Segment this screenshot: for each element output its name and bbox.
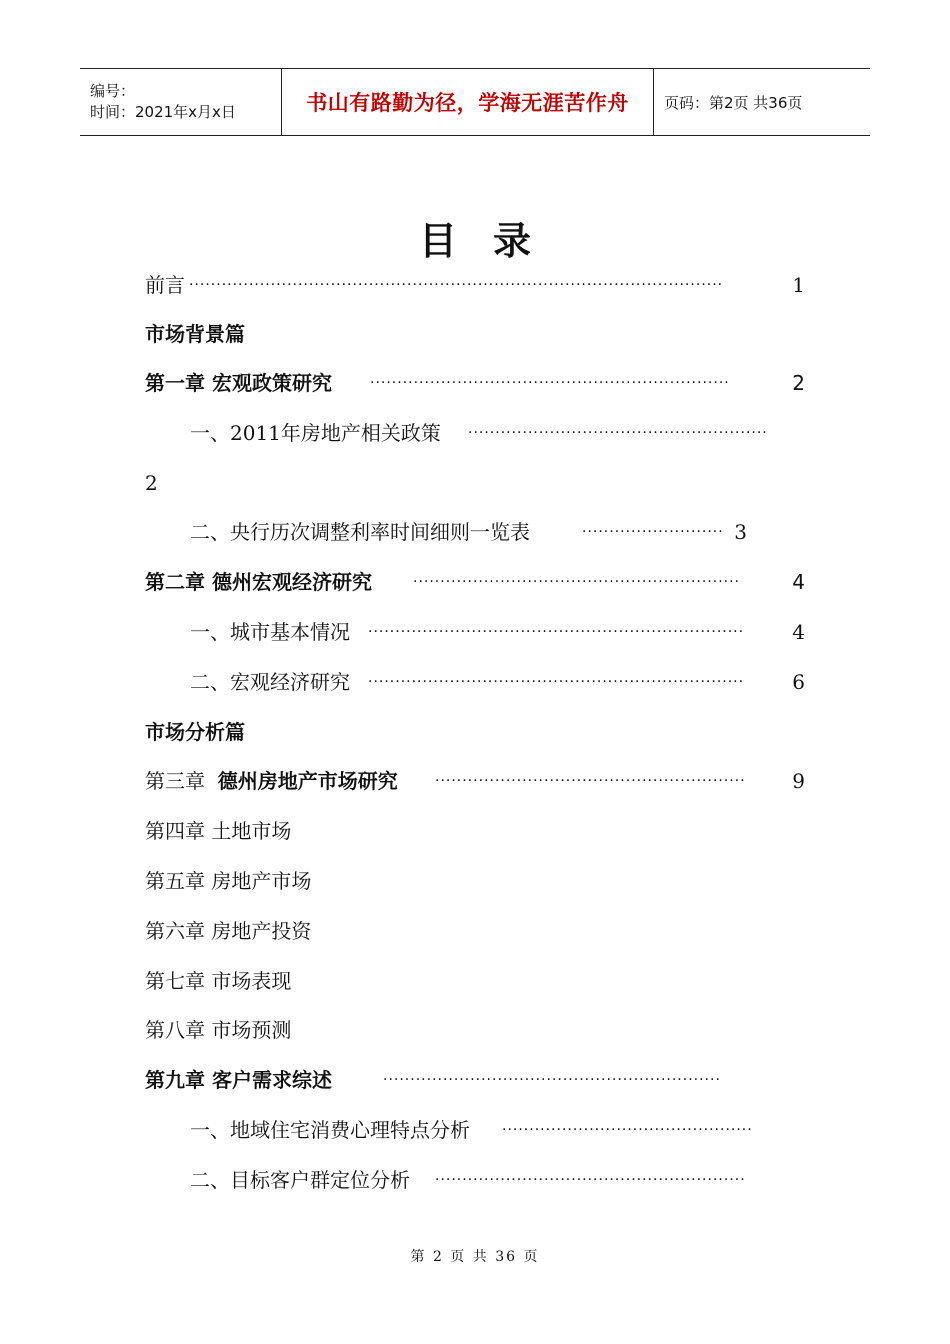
- toc-section-analysis: [145, 717, 805, 747]
- toc-item-text: 第九章 客户需求综述: [145, 1068, 332, 1092]
- toc-item-text: 二、央行历次调整利率时间细则一览表: [190, 520, 530, 544]
- toc-item-page: 3: [732, 517, 747, 547]
- toc-item-text: 第二章 德州宏观经济研究: [145, 570, 372, 594]
- toc-leader: ··························: [582, 524, 724, 540]
- toc-item-page: 4: [790, 617, 805, 647]
- toc-item-text: 一、2011年房地产相关政策: [190, 421, 441, 445]
- toc-item-page: 2: [790, 368, 805, 398]
- toc-item-page: 4: [790, 567, 805, 597]
- toc-item-chapter-4[interactable]: [145, 816, 805, 846]
- toc-leader: ·························································: [435, 773, 746, 789]
- toc-item-text: 第一章 宏观政策研究: [145, 371, 332, 395]
- header-meta: [80, 69, 282, 135]
- toc-section-background: [145, 319, 805, 349]
- toc-item-text: 第七章 市场表现: [145, 969, 292, 993]
- toc-item-chapter-6[interactable]: [145, 916, 805, 946]
- toc-item-1-1-page: [145, 468, 805, 498]
- page-title: 目录: [418, 219, 567, 263]
- toc-item-text: 一、城市基本情况: [190, 620, 350, 644]
- page-footer: 第 2 页 共 36 页: [410, 1249, 540, 1265]
- toc-section-text: 市场分析篇: [145, 720, 245, 744]
- toc-item-9-1[interactable]: [190, 1115, 805, 1145]
- toc-item-2-2[interactable]: [190, 667, 805, 697]
- toc-leader: ·····································································: [368, 624, 745, 640]
- header-page-info: 页码：第2页 共36页: [664, 93, 803, 112]
- number-label: 编号：: [90, 82, 136, 100]
- toc-item-text: 第六章 房地产投资: [145, 919, 312, 943]
- toc-item-chapter-label: 第三章: [145, 769, 205, 793]
- toc-leader: ····························································: [413, 574, 741, 590]
- toc-item-page: 9: [790, 766, 805, 796]
- toc-item-chapter-1[interactable]: [145, 368, 805, 398]
- header-motto: 书山有路勤为径，学海无涯苦作舟: [282, 69, 654, 135]
- toc-item-chapter-8[interactable]: [145, 1015, 805, 1045]
- toc-item-text: 前言: [145, 273, 185, 297]
- toc-item-chapter-7[interactable]: [145, 966, 805, 996]
- toc-item-text: 一、地域住宅消费心理特点分析: [190, 1118, 470, 1142]
- toc-leader: ·····································································: [368, 674, 745, 690]
- toc-item-1-1[interactable]: [190, 418, 805, 448]
- toc-item-chapter-5[interactable]: [145, 866, 805, 896]
- page-header: [80, 68, 870, 136]
- toc-item-text: 德州房地产市场研究: [217, 769, 398, 793]
- toc-leader: ······························································: [383, 1072, 721, 1088]
- time-label: 时间：2021年x月x日: [90, 103, 236, 121]
- toc-item-text: 第四章 土地市场: [145, 819, 292, 843]
- toc-leader: ··············································: [502, 1122, 753, 1138]
- toc-leader: ··································································································: [189, 277, 724, 293]
- toc-leader: ··································································: [370, 375, 730, 391]
- toc-leader: ·························································: [435, 1172, 746, 1188]
- toc-item-page: 6: [790, 667, 805, 697]
- toc-item-chapter-3[interactable]: [145, 766, 805, 796]
- toc-item-2-1[interactable]: [190, 617, 805, 647]
- toc-item-text: 二、宏观经济研究: [190, 670, 350, 694]
- toc-item-chapter-9[interactable]: [145, 1065, 805, 1095]
- toc-item-page: 1: [790, 270, 805, 300]
- toc-item-text: 二、目标客户群定位分析: [190, 1168, 410, 1192]
- toc-item-text: 第五章 房地产市场: [145, 869, 312, 893]
- toc-item-preface[interactable]: [145, 270, 805, 300]
- toc-item-text: 第八章 市场预测: [145, 1018, 292, 1042]
- toc-item-9-2[interactable]: [190, 1165, 805, 1195]
- toc-section-text: 市场背景篇: [145, 322, 245, 346]
- toc-leader: ·······················································: [468, 425, 768, 441]
- toc-item-chapter-2[interactable]: [145, 567, 805, 597]
- toc-item-text: 2: [145, 471, 158, 495]
- toc-item-1-2[interactable]: [190, 517, 805, 547]
